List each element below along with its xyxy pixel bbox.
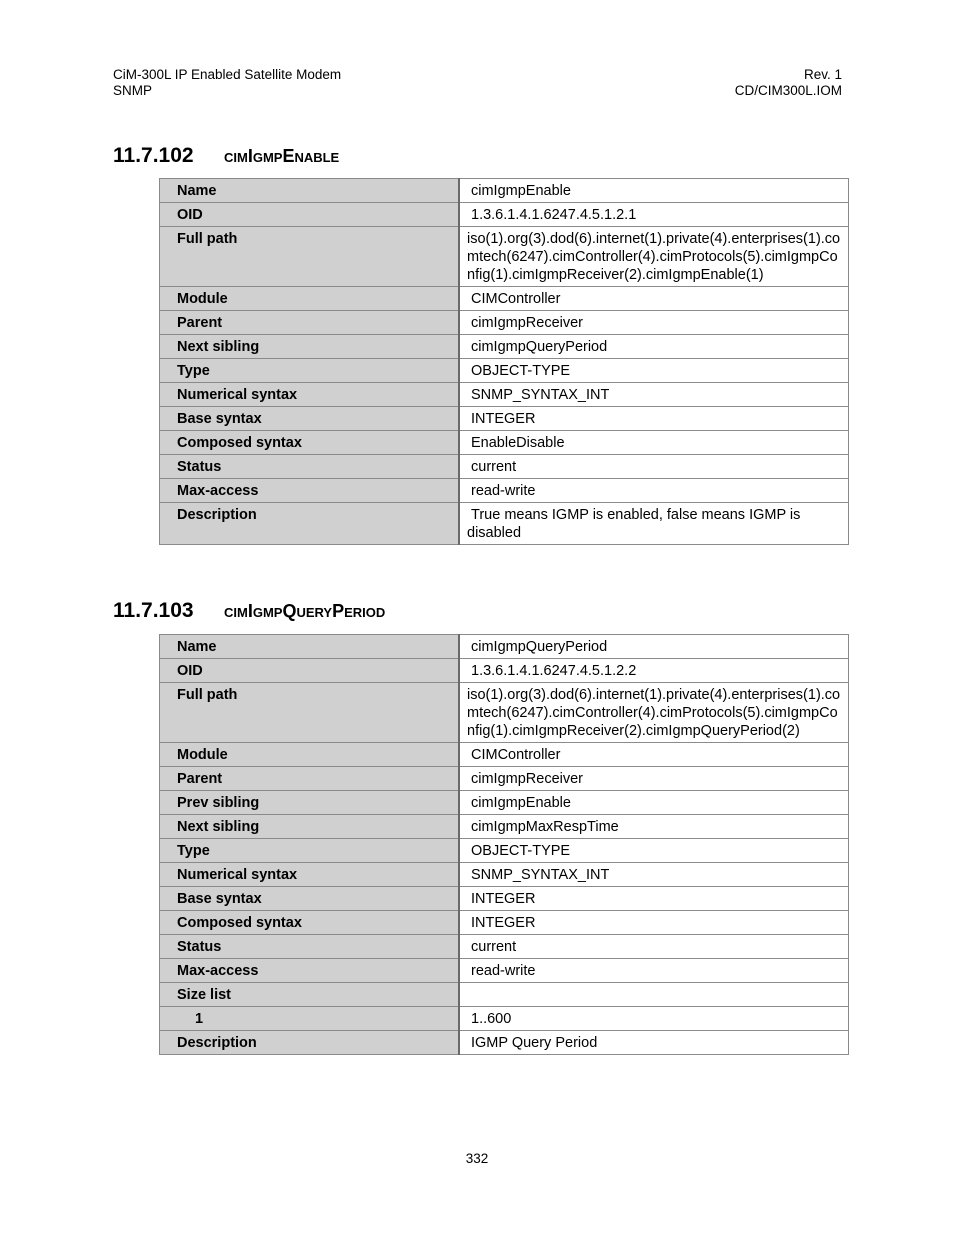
- row-key: Next sibling: [160, 815, 460, 839]
- row-key: Module: [160, 743, 460, 767]
- row-value: cimIgmpMaxRespTime: [459, 815, 849, 839]
- table-row: [160, 287, 849, 311]
- row-value: cimIgmpEnable: [459, 179, 849, 203]
- page-header-left: [113, 67, 341, 99]
- row-value: INTEGER: [459, 887, 849, 911]
- row-value: cimIgmpReceiver: [459, 311, 849, 335]
- row-key: Parent: [160, 767, 460, 791]
- table-row: [160, 503, 849, 545]
- document-code: CD/CIM300L.IOM: [734, 83, 842, 98]
- row-key: Full path: [160, 227, 460, 287]
- table-row: [160, 1031, 849, 1055]
- table-row: [160, 335, 849, 359]
- row-key: 1: [160, 1007, 460, 1031]
- table-row: [160, 815, 849, 839]
- row-value: True means IGMP is enabled, false means IGMP is disabled: [459, 503, 849, 545]
- table-row: [160, 887, 849, 911]
- document-title: CiM-300L IP Enabled Satellite Modem: [113, 67, 342, 82]
- row-value: cimIgmpReceiver: [459, 767, 849, 791]
- table-row: [160, 455, 849, 479]
- row-value: [459, 983, 849, 1007]
- row-key: Status: [160, 455, 460, 479]
- row-value: cimIgmpQueryPeriod: [459, 635, 849, 659]
- page-number: 332: [465, 1151, 489, 1166]
- mib-table-cimigmpenable: [159, 178, 849, 545]
- row-value: 1.3.6.1.4.1.6247.4.5.1.2.2: [459, 659, 849, 683]
- mib-table-cimigmpqueryperiod: [159, 634, 849, 1055]
- section-title: cimIgmpQueryPeriod: [224, 601, 386, 621]
- row-key: Name: [160, 179, 460, 203]
- row-key: Composed syntax: [160, 431, 460, 455]
- row-key: OID: [160, 203, 460, 227]
- row-key: Parent: [160, 311, 460, 335]
- table-row: [160, 683, 849, 743]
- row-value: current: [459, 455, 849, 479]
- revision: Rev. 1: [803, 67, 842, 82]
- table-row: [160, 1007, 849, 1031]
- row-key: Base syntax: [160, 887, 460, 911]
- row-value: CIMController: [459, 743, 849, 767]
- row-key: Next sibling: [160, 335, 460, 359]
- section-number: 11.7.102: [113, 144, 194, 167]
- row-value: CIMController: [459, 287, 849, 311]
- chapter-name: SNMP: [113, 83, 153, 98]
- table-row: [160, 179, 849, 203]
- row-value: read-write: [459, 479, 849, 503]
- table-row: [160, 359, 849, 383]
- row-value: iso(1).org(3).dod(6).internet(1).private(4).enterprises(1).comtech(6247).cimController(4).cimProtocols(5).cimIgmpConfig(1).cimIgmpReceiver(2).cimIgmpQueryPeriod(2): [459, 683, 849, 743]
- row-value: cimIgmpEnable: [459, 791, 849, 815]
- table-row: [160, 383, 849, 407]
- table-row: [160, 791, 849, 815]
- row-value: iso(1).org(3).dod(6).internet(1).private(4).enterprises(1).comtech(6247).cimController(4).cimProtocols(5).cimIgmpConfig(1).cimIgmpReceiver(2).cimIgmpEnable(1): [459, 227, 849, 287]
- row-key: Status: [160, 935, 460, 959]
- table-row: [160, 959, 849, 983]
- section-heading-2: [113, 599, 385, 623]
- table-row: [160, 659, 849, 683]
- table-row: [160, 767, 849, 791]
- row-value: INTEGER: [459, 911, 849, 935]
- row-value: 1..600: [459, 1007, 849, 1031]
- row-value: OBJECT-TYPE: [459, 359, 849, 383]
- table-row: [160, 311, 849, 335]
- table-row: [160, 983, 849, 1007]
- row-key: Full path: [160, 683, 460, 743]
- row-key: Base syntax: [160, 407, 460, 431]
- table-row: [160, 431, 849, 455]
- row-key: Prev sibling: [160, 791, 460, 815]
- table-row: [160, 227, 849, 287]
- row-key: Description: [160, 1031, 460, 1055]
- row-key: Name: [160, 635, 460, 659]
- row-key: Type: [160, 839, 460, 863]
- row-key: Max-access: [160, 959, 460, 983]
- row-key: OID: [160, 659, 460, 683]
- row-key: Description: [160, 503, 460, 545]
- row-value: SNMP_SYNTAX_INT: [459, 863, 849, 887]
- row-key: Numerical syntax: [160, 863, 460, 887]
- page-header-right: [735, 67, 842, 99]
- row-value: cimIgmpQueryPeriod: [459, 335, 849, 359]
- row-key: Numerical syntax: [160, 383, 460, 407]
- row-value: SNMP_SYNTAX_INT: [459, 383, 849, 407]
- table-row: [160, 203, 849, 227]
- table-row: [160, 911, 849, 935]
- row-value: OBJECT-TYPE: [459, 839, 849, 863]
- row-value: IGMP Query Period: [459, 1031, 849, 1055]
- row-key: Size list: [160, 983, 460, 1007]
- row-value: current: [459, 935, 849, 959]
- row-value: EnableDisable: [459, 431, 849, 455]
- row-key: Composed syntax: [160, 911, 460, 935]
- table-row: [160, 407, 849, 431]
- table-row: [160, 479, 849, 503]
- table-row: [160, 839, 849, 863]
- row-value: read-write: [459, 959, 849, 983]
- row-value: INTEGER: [459, 407, 849, 431]
- row-key: Module: [160, 287, 460, 311]
- section-heading-1: [113, 144, 339, 168]
- table-row: [160, 935, 849, 959]
- table-row: [160, 635, 849, 659]
- section-number: 11.7.103: [113, 599, 194, 622]
- row-key: Type: [160, 359, 460, 383]
- table-row: [160, 863, 849, 887]
- table-row: [160, 743, 849, 767]
- row-value: 1.3.6.1.4.1.6247.4.5.1.2.1: [459, 203, 849, 227]
- row-key: Max-access: [160, 479, 460, 503]
- section-title: cimIgmpEnable: [224, 146, 340, 166]
